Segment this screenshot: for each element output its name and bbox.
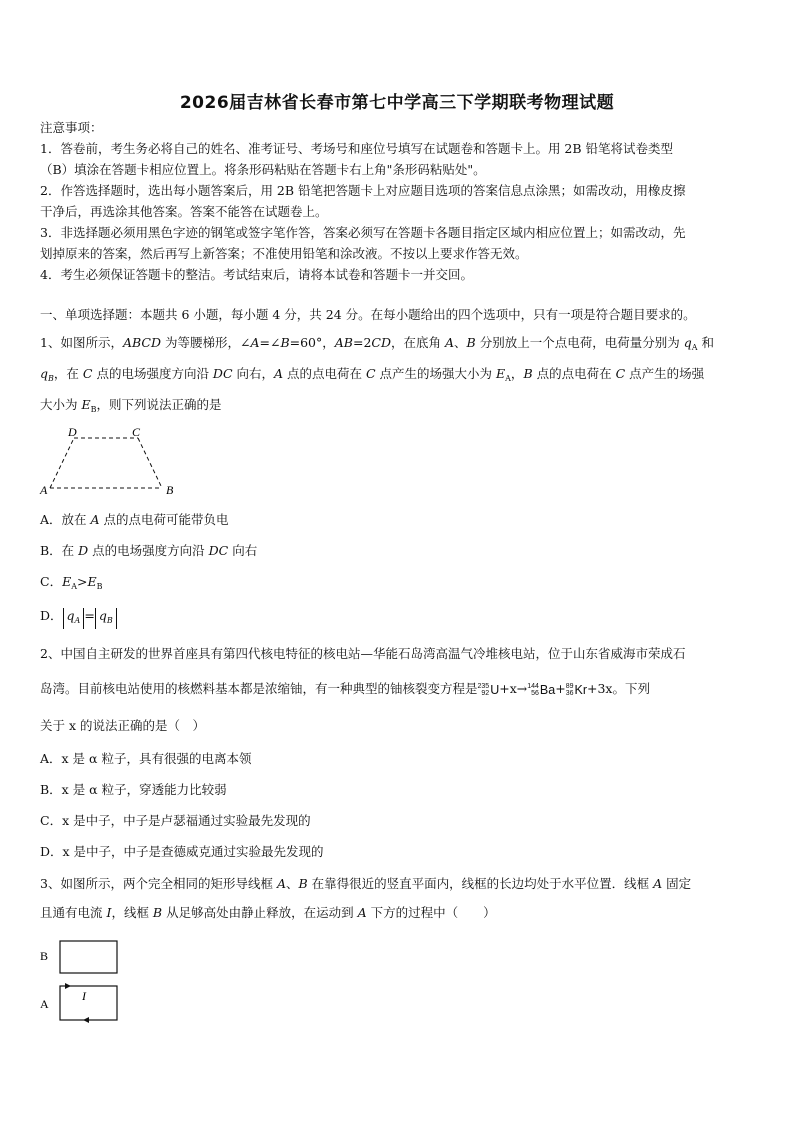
- arrow-top-icon: [65, 983, 71, 989]
- notice-line: 3．非选择题必须用黑色字迹的钢笔或签字笔作答，答案必须写在答题卡各题目指定区域内相应位置上；如需改动，先: [40, 225, 686, 240]
- notice-line: （B）填涂在答题卡相应位置上。将条形码粘贴在答题卡右上角"条形码粘贴处"。: [40, 162, 486, 177]
- notice-line: 1．答卷前，考生务必将自己的姓名、准考证号、考场号和座位号填写在试题卷和答题卡上。用 2B 铅笔将试卷类型: [40, 141, 674, 156]
- q1-option-b: B．在 D 点的电场强度方向沿 DC 向右: [40, 543, 258, 558]
- q1-option-a: A．放在 A 点的点电荷可能带负电: [40, 512, 229, 527]
- q3-stem-line1: 3、如图所示，两个完全相同的矩形导线框 A、B 在靠得很近的竖直平面内，线框的长边均处于水平位置．线框 A 固定: [40, 876, 692, 891]
- loops-figure: [36, 936, 136, 1028]
- loop-b: [60, 941, 117, 973]
- q2-stem-line1: 2、中国自主研发的世界首座具有第四代核电特征的核电站—华能石岛湾高温气冷堆核电站，位于山东省威海市荣成石: [40, 646, 686, 661]
- q2-option-b: B．x 是 α 粒子，穿透能力比较弱: [40, 782, 227, 797]
- edge-cb: [138, 438, 162, 488]
- arrow-bottom-icon: [83, 1017, 89, 1023]
- label-a: A: [40, 997, 49, 1011]
- notice-line: 干净后，再选涂其他答案。答案不能答在试题卷上。: [40, 204, 328, 219]
- label-d: D: [68, 425, 77, 439]
- current-label: I: [82, 989, 86, 1003]
- notice-line: 2．作答选择题时，选出每小题答案后，用 2B 铅笔把答题卡上对应题目选项的答案信息点涂黑；如需改动，用橡皮擦: [40, 183, 686, 198]
- notice-line: 划掉原来的答案，然后再写上新答案；不准使用铅笔和涂改液。不按以上要求作答无效。: [40, 246, 528, 261]
- krypton-nuclide: 89 36 Kr: [565, 682, 587, 697]
- q1-option-c: C．$E_A>E_B$: [40, 574, 103, 591]
- section-heading: 一、单项选择题：本题共 6 小题，每小题 4 分，共 24 分。在每小题给出的四个选项中，只有一项是符合题目要求的。: [40, 307, 696, 322]
- label-a: A: [40, 483, 48, 497]
- uranium-nuclide: 235 92 U: [477, 682, 500, 697]
- notice-heading: 注意事项：: [40, 120, 103, 135]
- page-title: 2026届吉林省长春市第七中学高三下学期联考物理试题: [179, 93, 615, 113]
- edge-ad: [50, 438, 74, 488]
- q2-option-c: C．x 是中子，中子是卢瑟福通过实验最先发现的: [40, 813, 311, 828]
- q2-option-a: A．x 是 α 粒子，具有很强的电离本领: [40, 751, 252, 766]
- q2-stem-line2: 岛湾。目前核电站使用的核燃料基本都是浓缩铀，有一种典型的铀核裂变方程是 235 92 U +x→ 144 56 Ba + 89 36 Kr +3x。下列: [40, 681, 650, 697]
- loop-a: [60, 986, 117, 1020]
- label-c: C: [132, 425, 141, 439]
- q1-option-d: D． $q_A = q_B$: [40, 606, 117, 629]
- label-b: B: [40, 949, 49, 963]
- q2-stem-line3: 关于 x 的说法正确的是（ ）: [40, 718, 205, 733]
- label-b: B: [166, 483, 174, 497]
- q2-option-d: D．x 是中子，中子是查德威克通过实验最先发现的: [40, 844, 324, 859]
- trapezoid-figure: [38, 424, 178, 500]
- barium-nuclide: 144 56 Ba: [527, 682, 556, 697]
- notice-line: 4．考生必须保证答题卡的整洁。考试结束后，请将本试卷和答题卡一并交回。: [40, 267, 473, 282]
- q3-stem-line2: 且通有电流 I，线框 B 从足够高处由静止释放，在运动到 A 下方的过程中（ ）: [40, 905, 496, 920]
- q1-stem-line2: $q_B$，在 C 点的电场强度方向沿 DC 向右，A 点的点电荷在 C 点产生的场强大小为 $E_A$，B 点的点电荷在 C 点产生的场强: [40, 366, 705, 383]
- q1-stem-line3: 大小为 $E_B$，则下列说法正确的是: [40, 397, 222, 414]
- q1-stem-line1: 1、如图所示，ABCD 为等腰梯形，∠A=∠B=60°，AB=2CD，在底角 A、B 分别放上一个点电荷，电荷量分别为 $q_A$ 和: [40, 335, 714, 352]
